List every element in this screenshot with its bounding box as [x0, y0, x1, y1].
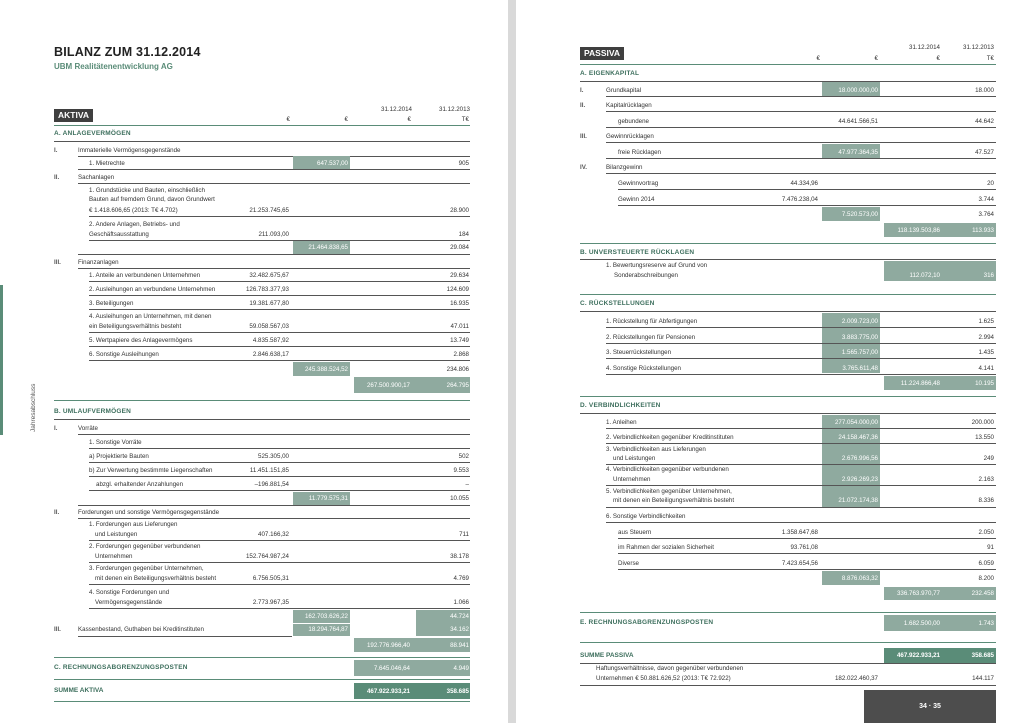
line-text: 1. Rückstellung für Abfertigungen — [606, 318, 698, 325]
section-c: C. RECHNUNGSABGRENZUNGSPOSTEN — [54, 664, 188, 671]
line-text: Immaterielle Vermögensgegenstände — [78, 147, 181, 154]
col-unit: T€ — [461, 116, 469, 123]
value-cell: 1.682.500,00 — [903, 620, 940, 627]
roman: III. — [54, 626, 61, 633]
value-cell: 264.795 — [446, 382, 469, 389]
value-cell: 152.764.987,24 — [245, 553, 289, 560]
line-text: 1. Bewertungsreserve auf Grund von — [606, 262, 708, 269]
roman: II. — [54, 509, 60, 516]
value-cell: 19.381.677,80 — [249, 300, 289, 307]
value-cell: 4.769 — [453, 575, 469, 582]
line-text: freie Rücklagen — [618, 149, 661, 156]
value-cell: 47.527 — [975, 149, 994, 156]
value-cell: 905 — [458, 160, 469, 167]
line-text: a) Projektierte Bauten — [89, 453, 149, 460]
value-cell: 3.764 — [978, 211, 994, 218]
sum-value: 467.922.933,21 — [896, 652, 940, 659]
line-text: 1. Sonstige Vorräte — [89, 439, 142, 446]
value-cell: 21.072.174,38 — [838, 497, 878, 504]
value-cell: 112.072,10 — [909, 272, 940, 279]
value-cell: 34.162 — [450, 626, 469, 633]
value-cell: 18.294.764,87 — [308, 626, 348, 633]
line-text: Unternehmen — [613, 476, 651, 483]
value-cell: 11.779.575,31 — [308, 495, 348, 502]
value-cell: 249 — [983, 455, 994, 462]
line-text: 6. Sonstige Verbindlichkeiten — [606, 513, 686, 520]
value-cell: 29.634 — [450, 272, 469, 279]
col-year-2014: 31.12.2014 — [381, 106, 412, 113]
value-cell: 4.949 — [453, 665, 469, 672]
section-b: B. UNVERSTEUERTE RÜCKLAGEN — [580, 249, 695, 256]
col-unit: T€ — [986, 55, 994, 62]
value-cell: 277.054.000,00 — [834, 419, 878, 426]
value-cell: 2.163 — [978, 476, 994, 483]
line-text: Sachanlagen — [78, 174, 115, 181]
line-text: 2. Andere Anlagen, Betriebs- und — [89, 221, 180, 228]
value-cell: 21.253.745,65 — [249, 207, 289, 214]
line-text: 5. Wertpapiere des Anlagevermögens — [89, 337, 193, 344]
value-cell: 2.676.996,56 — [841, 455, 878, 462]
sum-passiva-label: SUMME PASSIVA — [580, 652, 634, 659]
value-cell: 711 — [459, 531, 469, 538]
value-cell: 10.195 — [975, 380, 994, 387]
value-cell: 232.458 — [971, 590, 994, 597]
value-cell: 2.868 — [453, 351, 469, 358]
line-text: Bauten auf fremdem Grund, davon Grundwert — [89, 196, 215, 203]
value-cell: 59.058.567,03 — [249, 323, 289, 330]
col-unit: € — [936, 55, 940, 62]
value-cell: 336.763.970,77 — [896, 590, 940, 597]
side-marker — [0, 285, 3, 435]
line-text: 2. Verbindlichkeiten gegenüber Kreditinstituten — [606, 434, 734, 441]
line-text: 3. Forderungen gegenüber Unternehmen, — [89, 565, 204, 572]
value-cell: 647.537,00 — [317, 160, 348, 167]
col-unit: € — [344, 116, 348, 123]
roman: II. — [54, 174, 60, 181]
line-text: Forderungen und sonstige Vermögensgegenstände — [78, 509, 220, 516]
line-text: ein Beteiligungsverhältnis besteht — [89, 323, 182, 330]
value-cell: 316 — [983, 272, 994, 279]
line-text: im Rahmen der sozialen Sicherheit — [618, 544, 714, 551]
value-cell: 407.166,32 — [258, 531, 289, 538]
roman: III. — [54, 259, 61, 266]
line-text: 3. Beteiligungen — [89, 300, 134, 307]
value-cell: 8.876.063,32 — [841, 575, 878, 582]
value-cell: 7.423.654,56 — [781, 560, 818, 567]
value-cell: 200.000 — [971, 419, 994, 426]
line-text: 1. Grundstücke und Bauten, einschließlich — [89, 187, 205, 194]
value-cell: 502 — [458, 453, 469, 460]
section-a: A. EIGENKAPITAL — [580, 70, 640, 77]
value-cell: 267.500.900,17 — [366, 382, 410, 389]
roman: IV. — [580, 164, 587, 171]
col-unit: € — [816, 55, 820, 62]
value-cell: 144.117 — [972, 675, 994, 682]
aktiva-header: AKTIVA — [54, 109, 93, 122]
line-text: 3. Verbindlichkeiten aus Lieferungen — [606, 446, 706, 453]
value-cell: 2.050 — [978, 529, 994, 536]
value-cell: 21.464.838,65 — [308, 244, 348, 251]
sum-value: 358.685 — [446, 688, 469, 695]
value-cell: 47.011 — [450, 323, 469, 330]
line-text: aus Steuern — [618, 529, 652, 536]
value-cell: 13.550 — [975, 434, 994, 441]
value-cell: 525.305,00 — [258, 453, 289, 460]
value-cell: 10.055 — [450, 495, 469, 502]
roman: II. — [580, 102, 586, 109]
value-cell: 6.756.505,31 — [252, 575, 289, 582]
value-cell: 2.846.638,17 — [252, 351, 289, 358]
value-cell: 3.883.775,00 — [841, 334, 878, 341]
roman: I. — [54, 425, 58, 432]
value-cell: 2.994 — [978, 334, 994, 341]
line-text: Geschäftsausstattung — [89, 231, 149, 238]
col-unit: € — [874, 55, 878, 62]
value-cell: 1.625 — [978, 318, 994, 325]
col-year-2013: 31.12.2013 — [963, 44, 994, 51]
left-page — [0, 0, 508, 723]
line-text: mit denen ein Beteiligungsverhältnis besteht — [95, 575, 217, 582]
value-cell: 28.900 — [450, 207, 469, 214]
value-cell: 3.744 — [978, 196, 994, 203]
side-label: Jahresabschluss — [30, 383, 37, 432]
line-text: Unternehmen — [95, 553, 133, 560]
value-cell: 47.977.364,35 — [838, 149, 878, 156]
section-c: C. RÜCKSTELLUNGEN — [580, 300, 655, 307]
value-cell: 8.336 — [978, 497, 994, 504]
roman: I. — [580, 87, 584, 94]
value-cell: 7.476.238,04 — [781, 196, 818, 203]
value-cell: 44.641.566,51 — [838, 118, 878, 125]
value-cell: 4.835.587,92 — [252, 337, 289, 344]
value-cell: 1.358.647,68 — [781, 529, 818, 536]
value-cell: 8.200 — [978, 575, 994, 582]
company-name: UBM Realitätenentwicklung AG — [54, 62, 173, 71]
line-text: 4. Verbindlichkeiten gegenüber verbundenen — [606, 466, 729, 473]
value-cell: 1.435 — [978, 349, 994, 356]
right-page — [516, 0, 1024, 723]
value-cell: 88.941 — [450, 642, 469, 649]
line-text: 6. Sonstige Ausleihungen — [89, 351, 159, 358]
line-text: abzgl. erhaltender Anzahlungen — [96, 481, 184, 488]
line-text: € 1.418.606,65 (2013: T€ 4.702) — [89, 207, 178, 214]
value-cell: 91 — [987, 544, 994, 551]
line-text: mit denen ein Beteiligungsverhältnis besteht — [613, 497, 735, 504]
value-cell: 184 — [458, 231, 469, 238]
value-cell: 211.093,00 — [258, 231, 289, 238]
page-title: BILANZ ZUM 31.12.2014 — [54, 45, 201, 59]
value-cell: 11.451.151,85 — [249, 467, 289, 474]
section-d: D. VERBINDLICHKEITEN — [580, 402, 661, 409]
sum-value: 467.922.933,21 — [366, 688, 410, 695]
line-text: 4. Sonstige Rückstellungen — [606, 365, 681, 372]
line-text: 2. Rückstellungen für Pensionen — [606, 334, 696, 341]
value-cell: 1.066 — [453, 599, 469, 606]
value-cell: 124.609 — [446, 286, 469, 293]
line-text: gebundene — [618, 118, 649, 125]
value-cell: 6.059 — [978, 560, 994, 567]
value-cell: 182.022.460,37 — [834, 675, 878, 682]
line-text: und Leistungen — [95, 531, 138, 538]
value-cell: 3.765.611,48 — [842, 365, 878, 372]
roman: III. — [580, 133, 587, 140]
rule — [54, 125, 470, 126]
value-cell: – — [465, 481, 469, 488]
line-text: Kapitalrücklagen — [606, 102, 652, 109]
value-cell: 234.806 — [446, 366, 469, 373]
line-text: Grundkapital — [606, 87, 642, 94]
line-text: Haftungsverhältnisse, davon gegenüber verbundenen — [596, 665, 744, 672]
roman: I. — [54, 147, 58, 154]
section-b: B. UMLAUFVERMÖGEN — [54, 408, 132, 415]
value-cell: 93.761,08 — [790, 544, 818, 551]
line-text: Diverse — [618, 560, 639, 567]
col-year-2013: 31.12.2013 — [439, 106, 470, 113]
value-cell: 44.724 — [450, 613, 469, 620]
value-cell: 11.224.866,48 — [900, 380, 940, 387]
value-cell: 118.139.503,86 — [897, 227, 940, 234]
col-unit: € — [407, 116, 411, 123]
sum-aktiva-label: SUMME AKTIVA — [54, 687, 104, 694]
line-text: Finanzanlagen — [78, 259, 119, 266]
line-text: 5. Verbindlichkeiten gegenüber Unternehmen, — [606, 488, 732, 495]
line-text: 2. Forderungen gegenüber verbundenen — [89, 543, 201, 550]
value-cell: 13.749 — [450, 337, 469, 344]
value-cell: –196.881,54 — [254, 481, 289, 488]
line-text: Kassenbestand, Guthaben bei Kreditinstituten — [78, 626, 204, 633]
line-text: und Leistungen — [613, 455, 656, 462]
value-cell: 7.645.046,64 — [373, 665, 410, 672]
value-cell: 32.482.675,67 — [249, 272, 289, 279]
value-cell: 29.084 — [450, 244, 469, 251]
value-cell: 4.141 — [978, 365, 994, 372]
value-cell: 18.000.000,00 — [838, 87, 878, 94]
value-cell: 1.565.757,00 — [841, 349, 878, 356]
line-text: Bilanzgewinn — [606, 164, 643, 171]
value-cell: 2.773.967,35 — [252, 599, 289, 606]
line-text: Unternehmen € 50.881.626,52 (2013: T€ 72.922) — [596, 675, 731, 682]
value-cell: 16.935 — [450, 300, 469, 307]
line-text: Vermögensgegenstände — [95, 599, 163, 606]
passiva-header: PASSIVA — [580, 47, 624, 60]
line-text: 1. Anleihen — [606, 419, 637, 426]
line-text: Gewinn 2014 — [618, 196, 655, 203]
value-cell: 44.642 — [975, 118, 994, 125]
line-text: 1. Anteile an verbundenen Unternehmen — [89, 272, 201, 279]
section-a: A. ANLAGEVERMÖGEN — [54, 130, 131, 137]
line-text: Gewinnvortrag — [618, 180, 659, 187]
section-e: E. RECHNUNGSABGRENZUNGSPOSTEN — [580, 619, 714, 626]
value-cell: 24.158.467,36 — [838, 434, 878, 441]
line-text: 1. Mietrechte — [89, 160, 125, 167]
value-cell: 18.000 — [975, 87, 994, 94]
line-text: b) Zur Verwertung bestimmte Liegenschaften — [89, 467, 213, 474]
value-cell: 2.009.723,00 — [841, 318, 878, 325]
value-cell: 162.703.626,22 — [304, 613, 348, 620]
col-unit: € — [286, 116, 290, 123]
sum-value: 358.685 — [971, 652, 994, 659]
value-cell: 126.783.377,93 — [245, 286, 289, 293]
line-text: Gewinnrücklagen — [606, 133, 654, 140]
line-text: 4. Sonstige Forderungen und — [89, 589, 170, 596]
line-text: Sonderabschreibungen — [614, 272, 678, 279]
line-text: 4. Ausleihungen an Unternehmen, mit denen — [89, 313, 212, 320]
value-cell: 2.926.269,23 — [841, 476, 878, 483]
value-cell: 1.743 — [978, 620, 994, 627]
line-text: 3. Steuerrückstellungen — [606, 349, 672, 356]
value-cell: 9.553 — [453, 467, 469, 474]
value-cell: 192.776.966,40 — [366, 642, 410, 649]
value-cell: 245.388.524,52 — [304, 366, 348, 373]
value-cell: 20 — [987, 180, 994, 187]
page-number: 34 · 35 — [864, 690, 996, 723]
value-cell: 7.520.573,00 — [841, 211, 878, 218]
value-cell: 38.178 — [450, 553, 469, 560]
line-text: Vorräte — [78, 425, 98, 432]
line-text: 2. Ausleihungen an verbundene Unternehmen — [89, 286, 216, 293]
line-text: 1. Forderungen aus Lieferungen — [89, 521, 178, 528]
value-cell: 44.334,96 — [790, 180, 818, 187]
value-cell: 113.933 — [972, 227, 994, 234]
col-year-2014: 31.12.2014 — [909, 44, 940, 51]
